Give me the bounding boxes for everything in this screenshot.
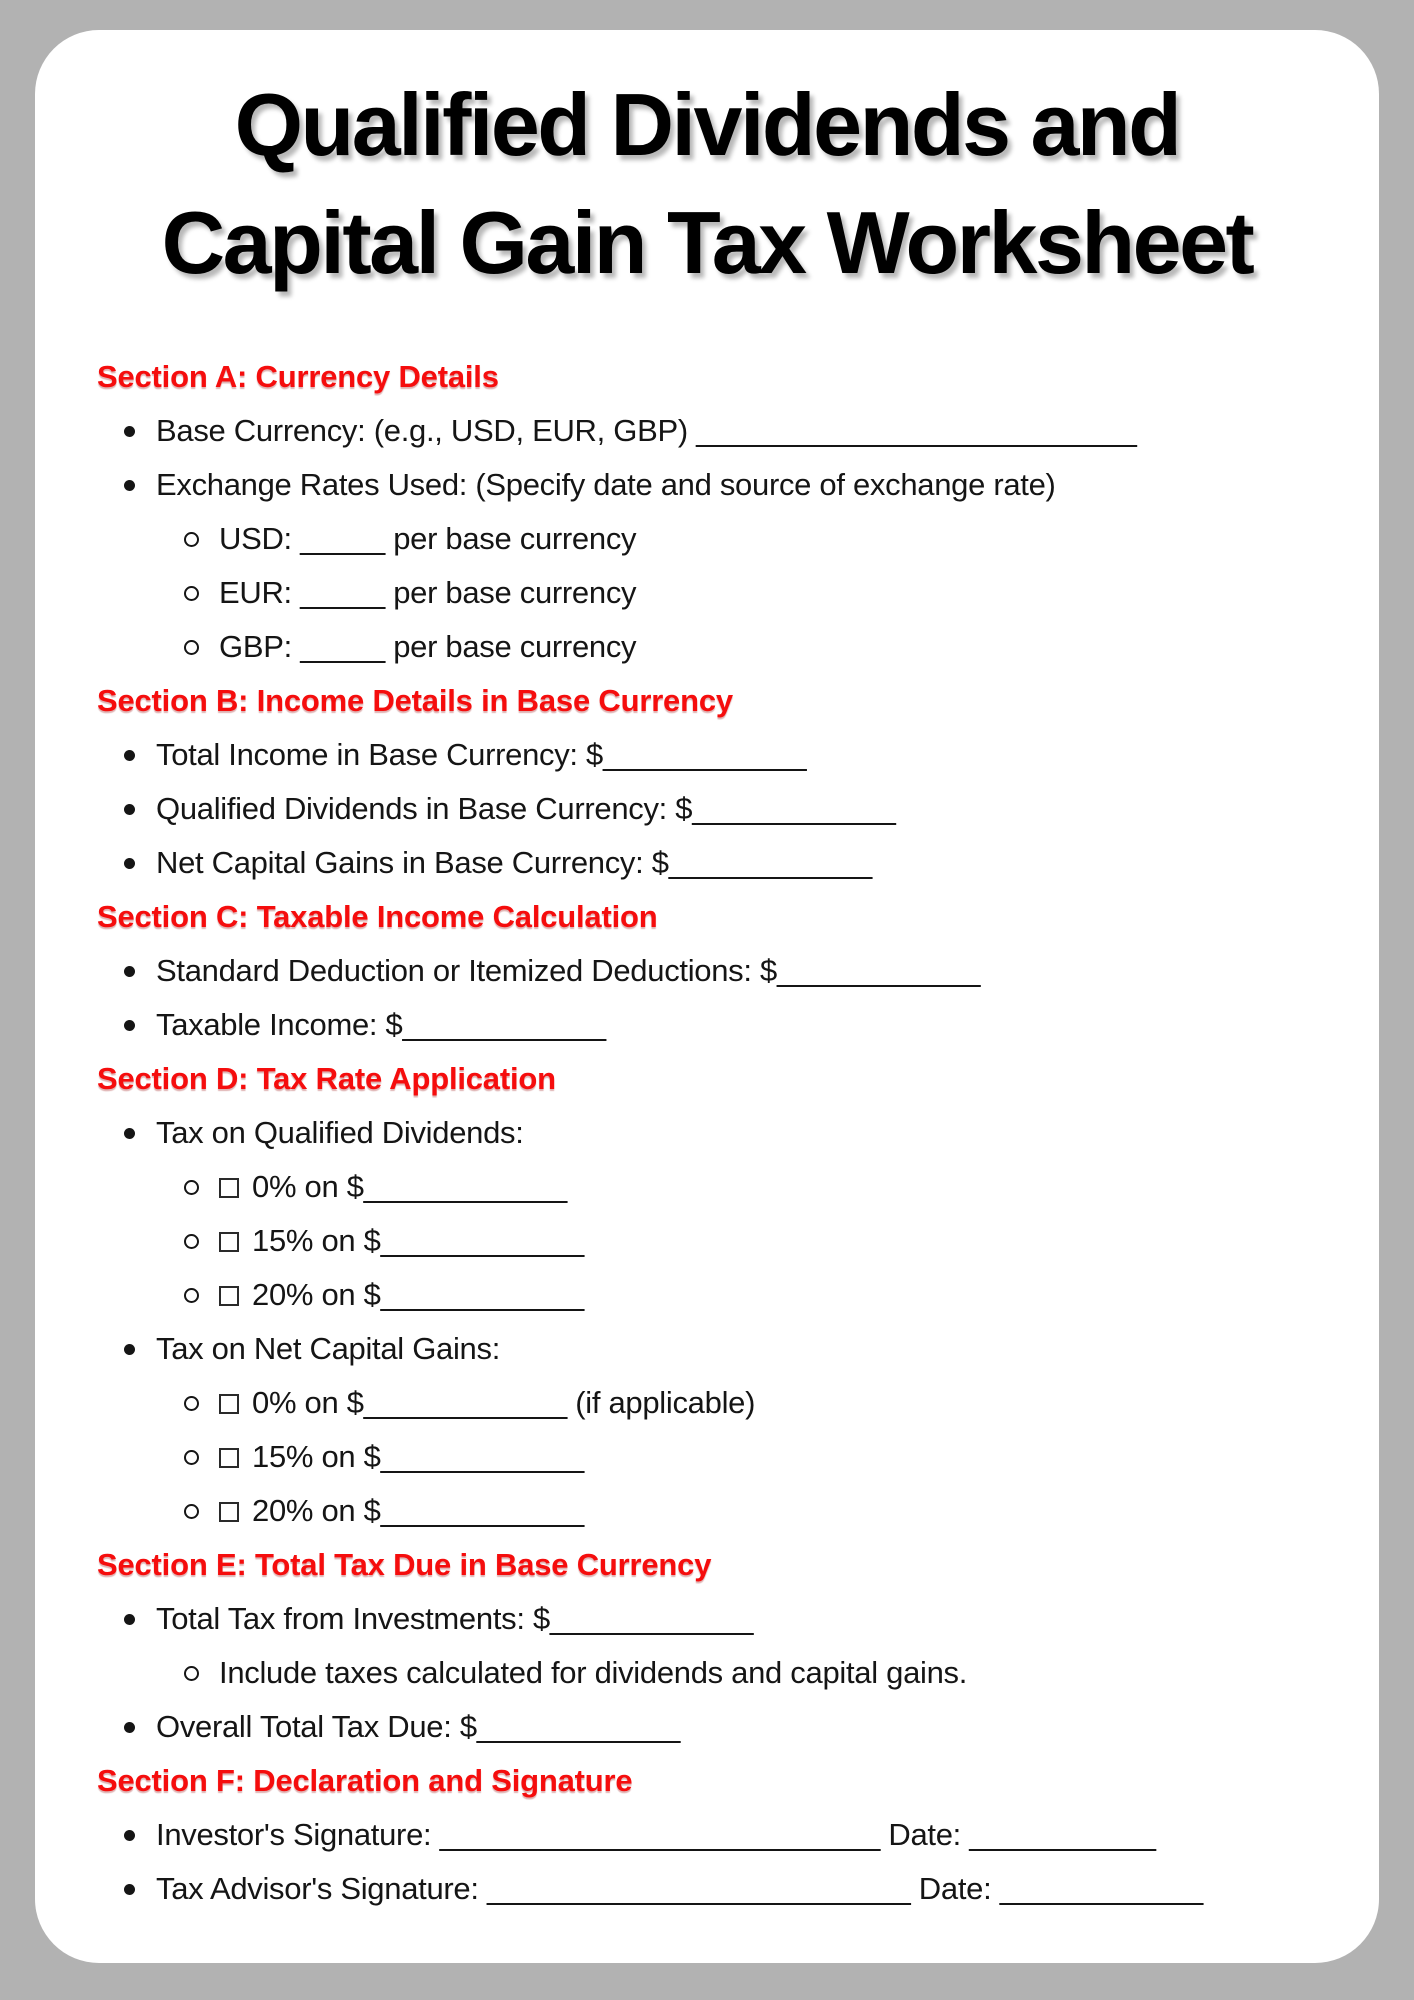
- line-text: Standard Deduction or Itemized Deductions: $____________: [156, 953, 981, 988]
- worksheet-line: [35, 1322, 1379, 1376]
- line-text: Include taxes calculated for dividends and capital gains.: [219, 1655, 968, 1690]
- line-text: Net Capital Gains in Base Currency: $____________: [156, 845, 872, 880]
- bullet-icon: [124, 858, 135, 869]
- line-text: Overall Total Tax Due: $____________: [156, 1709, 681, 1744]
- line-text: 15% on $____________: [252, 1223, 584, 1258]
- line-text: 0% on $____________ (if applicable): [252, 1385, 756, 1420]
- line-text: Total Tax from Investments: $____________: [156, 1601, 754, 1636]
- worksheet-title-line-1: Qualified Dividends and: [234, 75, 1180, 174]
- bullet-icon: [124, 966, 135, 977]
- bullet-icon: [124, 1830, 135, 1841]
- bullet-icon: [124, 1614, 135, 1625]
- line-text: EUR: _____ per base currency: [219, 575, 637, 610]
- line-text: USD: _____ per base currency: [219, 521, 637, 556]
- worksheet-line: [35, 1430, 1379, 1484]
- line-text: Tax on Qualified Dividends:: [156, 1115, 524, 1150]
- worksheet-line: [35, 836, 1379, 890]
- line-text: 0% on $____________: [252, 1169, 567, 1204]
- section-heading: Section D: Tax Rate Application: [97, 1061, 556, 1096]
- circle-bullet-icon: [184, 586, 199, 601]
- section-heading: Section B: Income Details in Base Currency: [97, 683, 733, 718]
- worksheet-line: [35, 1484, 1379, 1538]
- line-text: Investor's Signature: __________________________ Date: ___________: [156, 1817, 1156, 1852]
- worksheet-line: [35, 1646, 1379, 1700]
- circle-bullet-icon: [184, 1396, 199, 1411]
- circle-bullet-icon: [184, 1504, 199, 1519]
- worksheet-line: [35, 1160, 1379, 1214]
- section-heading: Section C: Taxable Income Calculation: [97, 899, 658, 934]
- worksheet-line: [35, 1268, 1379, 1322]
- worksheet-line: [35, 944, 1379, 998]
- worksheet-sections: [35, 350, 1379, 1916]
- bullet-icon: [124, 804, 135, 815]
- section-heading: Section F: Declaration and Signature: [97, 1763, 633, 1798]
- bullet-icon: [124, 426, 135, 437]
- worksheet-line: [35, 1376, 1379, 1430]
- worksheet-line: [35, 620, 1379, 674]
- bullet-icon: [124, 1020, 135, 1031]
- worksheet-line: [35, 566, 1379, 620]
- checkbox-icon: [219, 1502, 239, 1522]
- worksheet-line: [35, 1592, 1379, 1646]
- circle-bullet-icon: [184, 1666, 199, 1681]
- worksheet-card: [35, 30, 1379, 1963]
- bullet-icon: [124, 1722, 135, 1733]
- worksheet-line: [35, 728, 1379, 782]
- worksheet-line: [35, 1106, 1379, 1160]
- worksheet-line: [35, 782, 1379, 836]
- checkbox-icon: [219, 1178, 239, 1198]
- line-text: Tax Advisor's Signature: _________________________ Date: ____________: [156, 1871, 1203, 1906]
- checkbox-icon: [219, 1286, 239, 1306]
- worksheet-line: [35, 1700, 1379, 1754]
- circle-bullet-icon: [184, 532, 199, 547]
- worksheet-line: [35, 998, 1379, 1052]
- checkbox-icon: [219, 1394, 239, 1414]
- worksheet-line: [35, 512, 1379, 566]
- line-text: Total Income in Base Currency: $____________: [156, 737, 807, 772]
- worksheet-title-line-2: Capital Gain Tax Worksheet: [161, 193, 1253, 292]
- line-text: 20% on $____________: [252, 1277, 584, 1312]
- circle-bullet-icon: [184, 1180, 199, 1195]
- circle-bullet-icon: [184, 1288, 199, 1303]
- line-text: 20% on $____________: [252, 1493, 584, 1528]
- worksheet-line: [35, 1808, 1379, 1862]
- checkbox-icon: [219, 1448, 239, 1468]
- circle-bullet-icon: [184, 1450, 199, 1465]
- line-text: Qualified Dividends in Base Currency: $____________: [156, 791, 896, 826]
- bullet-icon: [124, 1884, 135, 1895]
- worksheet-line: [35, 1214, 1379, 1268]
- worksheet-line: [35, 458, 1379, 512]
- line-text: GBP: _____ per base currency: [219, 629, 637, 664]
- line-text: Taxable Income: $____________: [156, 1007, 606, 1042]
- line-text: 15% on $____________: [252, 1439, 584, 1474]
- worksheet-line: [35, 1862, 1379, 1916]
- bullet-icon: [124, 480, 135, 491]
- bullet-icon: [124, 1344, 135, 1355]
- checkbox-icon: [219, 1232, 239, 1252]
- section-heading: Section A: Currency Details: [97, 359, 499, 394]
- circle-bullet-icon: [184, 1234, 199, 1249]
- line-text: Exchange Rates Used: (Specify date and source of exchange rate): [156, 467, 1056, 502]
- bullet-icon: [124, 750, 135, 761]
- worksheet-title: [35, 66, 1379, 302]
- section-heading: Section E: Total Tax Due in Base Currency: [97, 1547, 712, 1582]
- worksheet-line: [35, 404, 1379, 458]
- line-text: Base Currency: (e.g., USD, EUR, GBP) __________________________: [156, 413, 1137, 448]
- circle-bullet-icon: [184, 640, 199, 655]
- line-text: Tax on Net Capital Gains:: [156, 1331, 501, 1366]
- bullet-icon: [124, 1128, 135, 1139]
